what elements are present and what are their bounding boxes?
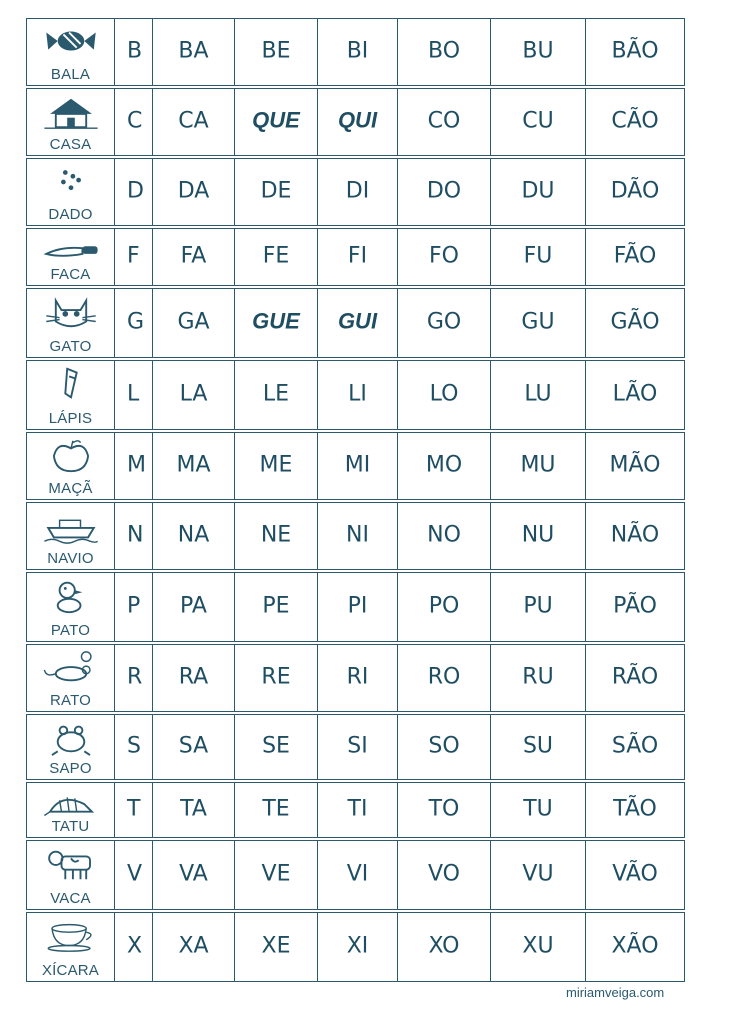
consonant-text: L — [127, 381, 140, 407]
pencil-icon — [41, 365, 101, 403]
syllable-cell — [398, 715, 491, 779]
consonant-cell — [115, 19, 153, 85]
syllable-cell — [586, 433, 684, 499]
syllable-cell — [318, 715, 398, 779]
syllable-text: GUE — [252, 308, 300, 334]
picture-word: CASA — [49, 136, 92, 153]
syllable-cell — [318, 89, 398, 155]
syllable-text: DE — [260, 178, 292, 204]
syllable-cell — [318, 19, 398, 85]
syllable-text: LO — [429, 381, 459, 407]
syllable-text: ME — [259, 452, 293, 478]
cup-icon — [41, 917, 101, 955]
consonant-text: G — [127, 309, 145, 335]
house-icon — [41, 93, 101, 131]
syllable-cell — [586, 645, 684, 711]
consonant-cell — [115, 503, 153, 569]
syllable-cell — [235, 783, 318, 837]
syllable-text: BÃO — [611, 38, 659, 64]
syllable-text: VÃO — [612, 861, 658, 887]
syllable-text: NO — [427, 522, 461, 548]
syllable-text: LI — [348, 381, 367, 407]
syllable-text: XÃO — [611, 933, 659, 959]
syllable-cell — [235, 159, 318, 225]
picture-cell — [27, 19, 115, 85]
syllable-text: NA — [177, 522, 210, 548]
consonant-text: V — [127, 861, 143, 887]
picture-word: NAVIO — [47, 550, 94, 567]
syllable-cell — [398, 503, 491, 569]
syllable-row — [26, 360, 685, 430]
syllable-cell — [153, 229, 235, 285]
syllable-cell — [398, 913, 491, 981]
consonant-text: X — [127, 933, 143, 959]
syllable-cell — [491, 361, 586, 429]
syllable-cell — [586, 573, 684, 641]
syllable-text: NU — [521, 522, 555, 548]
picture-word: SAPO — [49, 760, 92, 777]
syllable-text: DU — [521, 178, 555, 204]
syllable-cell — [318, 503, 398, 569]
picture-cell — [27, 645, 115, 711]
syllable-cell — [586, 89, 684, 155]
rat-icon — [41, 649, 101, 687]
syllable-text: TI — [347, 796, 368, 822]
picture-word: LÁPIS — [48, 410, 93, 427]
syllable-text: BA — [178, 38, 209, 64]
syllable-cell — [153, 19, 235, 85]
picture-word: DADO — [48, 206, 93, 223]
syllable-cell — [398, 159, 491, 225]
syllable-text: TA — [180, 796, 207, 822]
consonant-text: T — [127, 796, 141, 822]
syllable-cell — [153, 289, 235, 357]
syllable-cell — [586, 503, 684, 569]
syllable-cell — [586, 159, 684, 225]
apple-icon — [41, 437, 101, 475]
syllable-cell — [491, 841, 586, 909]
syllable-text: DI — [345, 178, 370, 204]
syllable-text: PI — [347, 593, 368, 619]
picture-cell — [27, 841, 115, 909]
syllable-cell — [235, 573, 318, 641]
syllable-cell — [398, 229, 491, 285]
picture-word: FACA — [50, 266, 91, 283]
syllable-text: CO — [427, 108, 461, 134]
picture-word: VACA — [50, 890, 91, 907]
syllable-cell — [235, 645, 318, 711]
consonant-cell — [115, 841, 153, 909]
syllable-text: SU — [522, 733, 554, 759]
syllable-text: VO — [428, 861, 460, 887]
dice-icon — [41, 163, 101, 201]
syllable-text: VI — [346, 861, 369, 887]
syllable-cell — [153, 645, 235, 711]
consonant-cell — [115, 433, 153, 499]
syllable-cell — [491, 715, 586, 779]
syllable-cell — [235, 433, 318, 499]
syllable-cell — [398, 19, 491, 85]
syllable-text: XI — [346, 933, 369, 959]
picture-cell — [27, 433, 115, 499]
syllable-cell — [153, 361, 235, 429]
consonant-cell — [115, 783, 153, 837]
syllable-row — [26, 228, 685, 286]
syllable-text: RU — [522, 664, 554, 690]
syllable-text: TO — [428, 796, 460, 822]
syllable-cell — [318, 229, 398, 285]
picture-cell — [27, 503, 115, 569]
syllable-cell — [235, 841, 318, 909]
syllable-cell — [318, 645, 398, 711]
syllable-cell — [153, 715, 235, 779]
consonant-cell — [115, 361, 153, 429]
syllable-text: PE — [262, 593, 290, 619]
candy-icon — [41, 23, 101, 61]
syllable-text: FE — [262, 243, 290, 269]
consonant-text: F — [127, 243, 140, 269]
syllable-text: NÃO — [610, 522, 660, 548]
picture-cell — [27, 783, 115, 837]
picture-cell — [27, 89, 115, 155]
syllable-cell — [318, 841, 398, 909]
syllable-text: MU — [520, 452, 556, 478]
picture-cell — [27, 573, 115, 641]
syllable-cell — [491, 573, 586, 641]
syllable-cell — [153, 503, 235, 569]
consonant-text: S — [127, 733, 141, 759]
syllable-cell — [491, 503, 586, 569]
syllable-cell — [318, 289, 398, 357]
syllable-text: RA — [178, 664, 209, 690]
syllable-text: LU — [524, 381, 552, 407]
syllable-text: BU — [522, 38, 554, 64]
syllable-cell — [398, 433, 491, 499]
syllable-text: CU — [522, 108, 554, 134]
consonant-text: D — [127, 178, 144, 204]
syllable-row — [26, 288, 685, 358]
syllable-cell — [398, 841, 491, 909]
syllable-cell — [491, 289, 586, 357]
syllable-text: VE — [261, 861, 291, 887]
syllable-cell — [398, 89, 491, 155]
syllable-cell — [586, 841, 684, 909]
syllable-cell — [235, 289, 318, 357]
picture-cell — [27, 159, 115, 225]
syllable-text: RO — [427, 664, 461, 690]
syllable-text: SE — [262, 733, 290, 759]
syllable-text: PÃO — [613, 593, 657, 619]
syllable-cell — [235, 19, 318, 85]
syllable-text: VA — [179, 861, 208, 887]
syllable-cell — [491, 159, 586, 225]
picture-cell — [27, 913, 115, 981]
syllable-cell — [398, 573, 491, 641]
syllable-cell — [398, 783, 491, 837]
picture-word: BALA — [50, 66, 91, 83]
syllable-row — [26, 88, 685, 156]
duck-icon — [41, 577, 101, 615]
syllable-cell — [586, 361, 684, 429]
syllable-cell — [398, 645, 491, 711]
syllable-cell — [586, 19, 684, 85]
syllable-text: GUI — [337, 308, 378, 334]
syllable-text: SA — [178, 733, 209, 759]
syllable-cell — [491, 229, 586, 285]
syllable-text: PA — [180, 593, 207, 619]
consonant-text: R — [127, 664, 143, 690]
syllable-row — [26, 714, 685, 780]
syllable-cell — [491, 645, 586, 711]
consonant-cell — [115, 645, 153, 711]
syllable-text: GO — [426, 309, 462, 335]
syllable-text: QUI — [337, 107, 378, 133]
syllable-text: TÃO — [613, 796, 657, 822]
syllable-row — [26, 18, 685, 86]
syllable-text: RE — [261, 664, 291, 690]
syllable-text: FI — [347, 243, 368, 269]
syllable-text: NI — [346, 522, 369, 548]
syllable-text: SÃO — [611, 733, 659, 759]
consonant-cell — [115, 229, 153, 285]
syllable-text: MI — [344, 452, 371, 478]
syllable-text: BE — [261, 38, 291, 64]
syllable-cell — [586, 783, 684, 837]
syllable-text: BI — [346, 38, 369, 64]
syllable-cell — [153, 783, 235, 837]
syllable-text: CÃO — [611, 108, 659, 134]
syllable-cell — [491, 19, 586, 85]
syllable-text: QUE — [252, 107, 300, 133]
syllable-cell — [153, 433, 235, 499]
syllable-cell — [586, 289, 684, 357]
syllable-text: SI — [347, 733, 368, 759]
syllable-text: MÃO — [609, 452, 661, 478]
consonant-cell — [115, 289, 153, 357]
syllable-text: DA — [177, 178, 210, 204]
picture-word: PATO — [50, 622, 91, 639]
syllable-text: GÃO — [610, 309, 660, 335]
syllable-text: RÃO — [611, 664, 659, 690]
syllable-text: DÃO — [610, 178, 660, 204]
syllable-cell — [586, 715, 684, 779]
syllable-text: XA — [178, 933, 209, 959]
syllable-cell — [491, 89, 586, 155]
consonant-cell — [115, 913, 153, 981]
syllable-text: BO — [427, 38, 461, 64]
syllable-text: NE — [260, 522, 292, 548]
syllable-text: XE — [261, 933, 291, 959]
syllable-cell — [235, 229, 318, 285]
cow-icon — [41, 845, 101, 883]
syllable-row — [26, 912, 685, 982]
picture-word: TATU — [51, 818, 90, 835]
syllable-cell — [235, 715, 318, 779]
consonant-text: B — [127, 38, 143, 64]
syllable-row — [26, 840, 685, 910]
picture-word: XÍCARA — [41, 962, 100, 979]
syllable-row — [26, 502, 685, 570]
syllable-cell — [235, 913, 318, 981]
consonant-cell — [115, 89, 153, 155]
consonant-text: M — [127, 452, 146, 478]
syllable-cell — [235, 361, 318, 429]
consonant-cell — [115, 715, 153, 779]
syllable-text: TU — [523, 796, 553, 822]
consonant-cell — [115, 573, 153, 641]
syllable-row — [26, 644, 685, 712]
consonant-text: N — [127, 522, 144, 548]
syllable-text: LÃO — [612, 381, 658, 407]
syllable-text: FÃO — [613, 243, 657, 269]
syllable-text: PO — [428, 593, 460, 619]
ship-icon — [41, 507, 101, 545]
syllable-cell — [235, 89, 318, 155]
picture-cell — [27, 361, 115, 429]
consonant-text: P — [127, 593, 141, 619]
syllable-cell — [318, 361, 398, 429]
syllable-cell — [491, 913, 586, 981]
syllable-cell — [318, 783, 398, 837]
syllable-text: DO — [426, 178, 462, 204]
syllable-row — [26, 432, 685, 500]
syllable-text: GU — [521, 309, 555, 335]
syllable-cell — [153, 841, 235, 909]
picture-word: MAÇÃ — [48, 480, 93, 497]
syllable-cell — [398, 361, 491, 429]
syllable-cell — [586, 913, 684, 981]
picture-cell — [27, 289, 115, 357]
syllable-cell — [491, 783, 586, 837]
frog-icon — [41, 719, 101, 757]
syllable-row — [26, 782, 685, 838]
syllable-cell — [318, 159, 398, 225]
syllable-cell — [318, 573, 398, 641]
syllable-cell — [586, 229, 684, 285]
picture-cell — [27, 715, 115, 779]
syllable-text: LA — [179, 381, 208, 407]
syllable-cell — [153, 89, 235, 155]
syllable-text: FU — [523, 243, 553, 269]
syllable-cell — [398, 289, 491, 357]
syllable-text: MA — [176, 452, 211, 478]
syllable-cell — [153, 159, 235, 225]
syllable-table — [26, 18, 685, 984]
syllable-cell — [153, 573, 235, 641]
cat-icon — [41, 293, 101, 331]
syllable-text: TE — [262, 796, 290, 822]
syllable-text: XU — [522, 933, 554, 959]
syllable-text: RI — [346, 664, 369, 690]
picture-word: RATO — [49, 692, 92, 709]
syllable-text: LE — [262, 381, 290, 407]
syllable-text: SO — [428, 733, 460, 759]
syllable-text: XO — [428, 933, 460, 959]
consonant-cell — [115, 159, 153, 225]
syllable-text: VU — [522, 861, 554, 887]
syllable-text: MO — [425, 452, 463, 478]
syllable-text: PU — [523, 593, 553, 619]
footer-credit: miriamveiga.com — [566, 985, 665, 1000]
syllable-cell — [153, 913, 235, 981]
syllable-cell — [491, 433, 586, 499]
syllable-text: FA — [180, 243, 207, 269]
consonant-text: C — [127, 108, 143, 134]
syllable-row — [26, 572, 685, 642]
syllable-text: FO — [429, 243, 459, 269]
picture-cell — [27, 229, 115, 285]
picture-word: GATO — [49, 338, 92, 355]
syllable-cell — [318, 433, 398, 499]
syllable-cell — [318, 913, 398, 981]
syllable-cell — [235, 503, 318, 569]
syllable-text: CA — [178, 108, 209, 134]
syllable-row — [26, 158, 685, 226]
syllable-text: GA — [177, 309, 210, 335]
